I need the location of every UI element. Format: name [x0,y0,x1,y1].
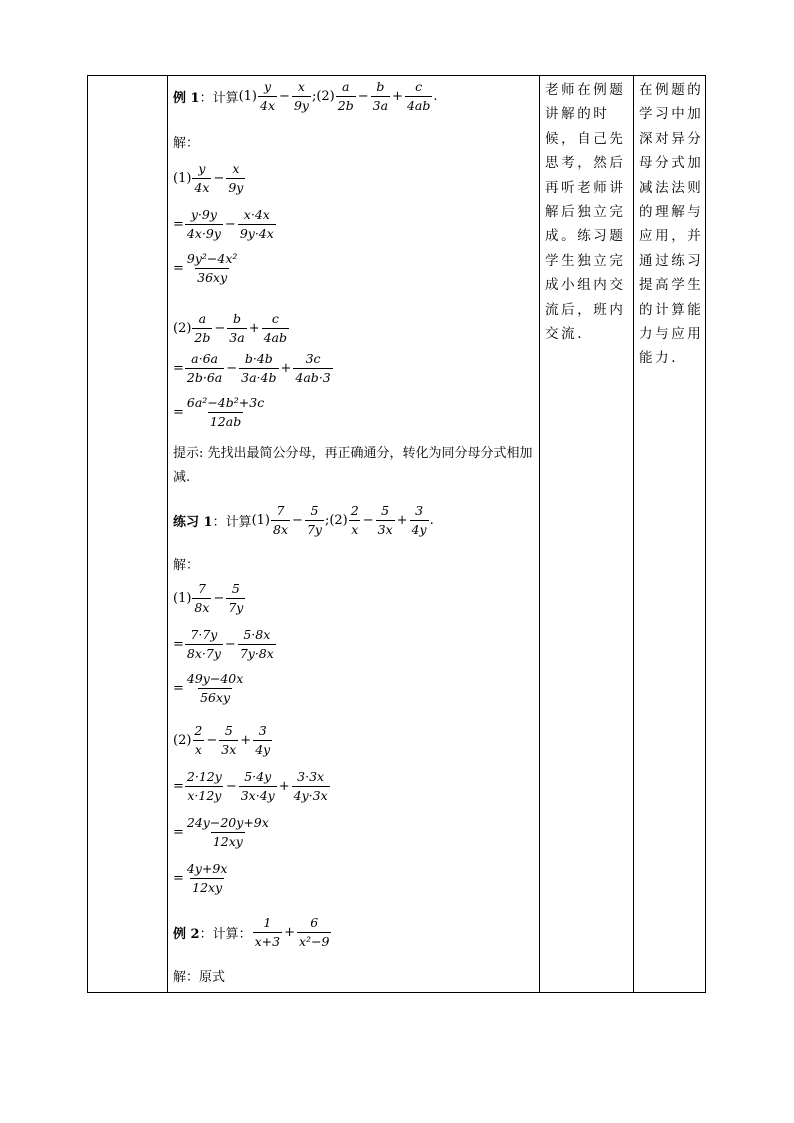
hint-text: 提示: 先找出最简公分母，再正确通分，转化为同分母分式相加减. [173,446,533,485]
solution1-step: (1) $\frac{y}{4x}$ − $\frac{x}{9y}$ [173,161,244,195]
solution1-step: = $\frac{\text{9y²−4x²}}{36xy}$ [173,251,238,285]
fraction: $\frac{b}{3a}$ [372,79,389,113]
fraction: $\frac{y}{4x}$ [260,79,276,113]
solution2-step: = $\frac{4y+9x}{12xy}$ [173,861,228,895]
fraction: $\frac{c}{4ab}$ [406,79,431,113]
solution1-step: = $\frac{y\cdot 9y}{4x\cdot 9y}$ − $\frac{x\cdot 4x}{9y\cdot 4x}$ [173,207,274,241]
design-purpose-column: 在例题的学习中加深对异分母分式加减法法则的理解与应用，并通过练习提高学生的计算能力与应用能力. [639,82,704,367]
solution2-step: = $\frac{49y-40x}{56xy}$ [173,671,244,705]
solution1-step: (2) $\frac{a}{2b}$ − $\frac{b}{3a}$ + $\frac{c}{4ab}$ [173,311,288,345]
solution2-step: = $\frac{24y-20y+9x}{12xy}$ [173,815,269,849]
solution2-step: = $\frac{7\cdot 7y}{8x\cdot 7y}$ − $\frac{5\cdot 8x}{7y\cdot 8x}$ [173,627,274,661]
student-activity-column: 老师在例题讲解的时候，自己先思考，然后再听老师讲解后独立完成。练习题学生独立完成小组内交流后，班内交流. [545,82,626,343]
solution2-step: (1) $\frac{7}{8x}$ − $\frac{5}{7y}$ [173,581,244,615]
solution2-step: (2) $\frac{2}{x}$ − $\frac{5}{3x}$ + $\frac{3}{4y}$ [173,723,271,757]
solution2-step: = $\frac{2\cdot 12y}{x\cdot 12y}$ − $\frac{5\cdot 4y}{3x\cdot 4y}$ + $\frac{3\cdot 3x}{4y\cdot 3x}$ [173,769,328,803]
solution-label: 解： [173,136,200,151]
example2-problem: 例 2 ：计算： $\frac{1}{x+3}$ + $\frac{6}{\text{x²−9}}$ [173,915,330,949]
solution-label: 解： [173,558,200,573]
example1-problem: 例 1 ：计算 (1) $\frac{y}{4x}$ − $\frac{x}{9y}$ ; (2) $\frac{a}{2b}$ − $\frac{b}{3a}$ + $\frac{c}{4ab}$ . [173,79,438,113]
column-divider [167,76,168,992]
fraction: $\frac{x}{9y}$ [293,79,309,113]
fraction: $\frac{a}{2b}$ [337,79,354,113]
lesson-table [87,75,706,993]
column-divider [633,76,634,992]
exercise1-problem: 练习 1 ：计算 (1) $\frac{7}{8x}$ − $\frac{5}{7y}$ ; (2) $\frac{2}{x}$ − $\frac{5}{3x}$ + $\frac{3}{4y}$ . [173,503,434,537]
column-divider [539,76,540,992]
solution1-step: = $\frac{a\cdot 6a}{2b\cdot 6a}$ − $\frac{b\cdot 4b}{3a\cdot 4b}$ + $\frac{3c}{4ab\cdot 3}$ [173,351,331,385]
example2-solution: 解：原式 [173,970,226,985]
solution1-step: = $\frac{\text{6a²−4b²+3c}}{12ab}$ [173,395,265,429]
